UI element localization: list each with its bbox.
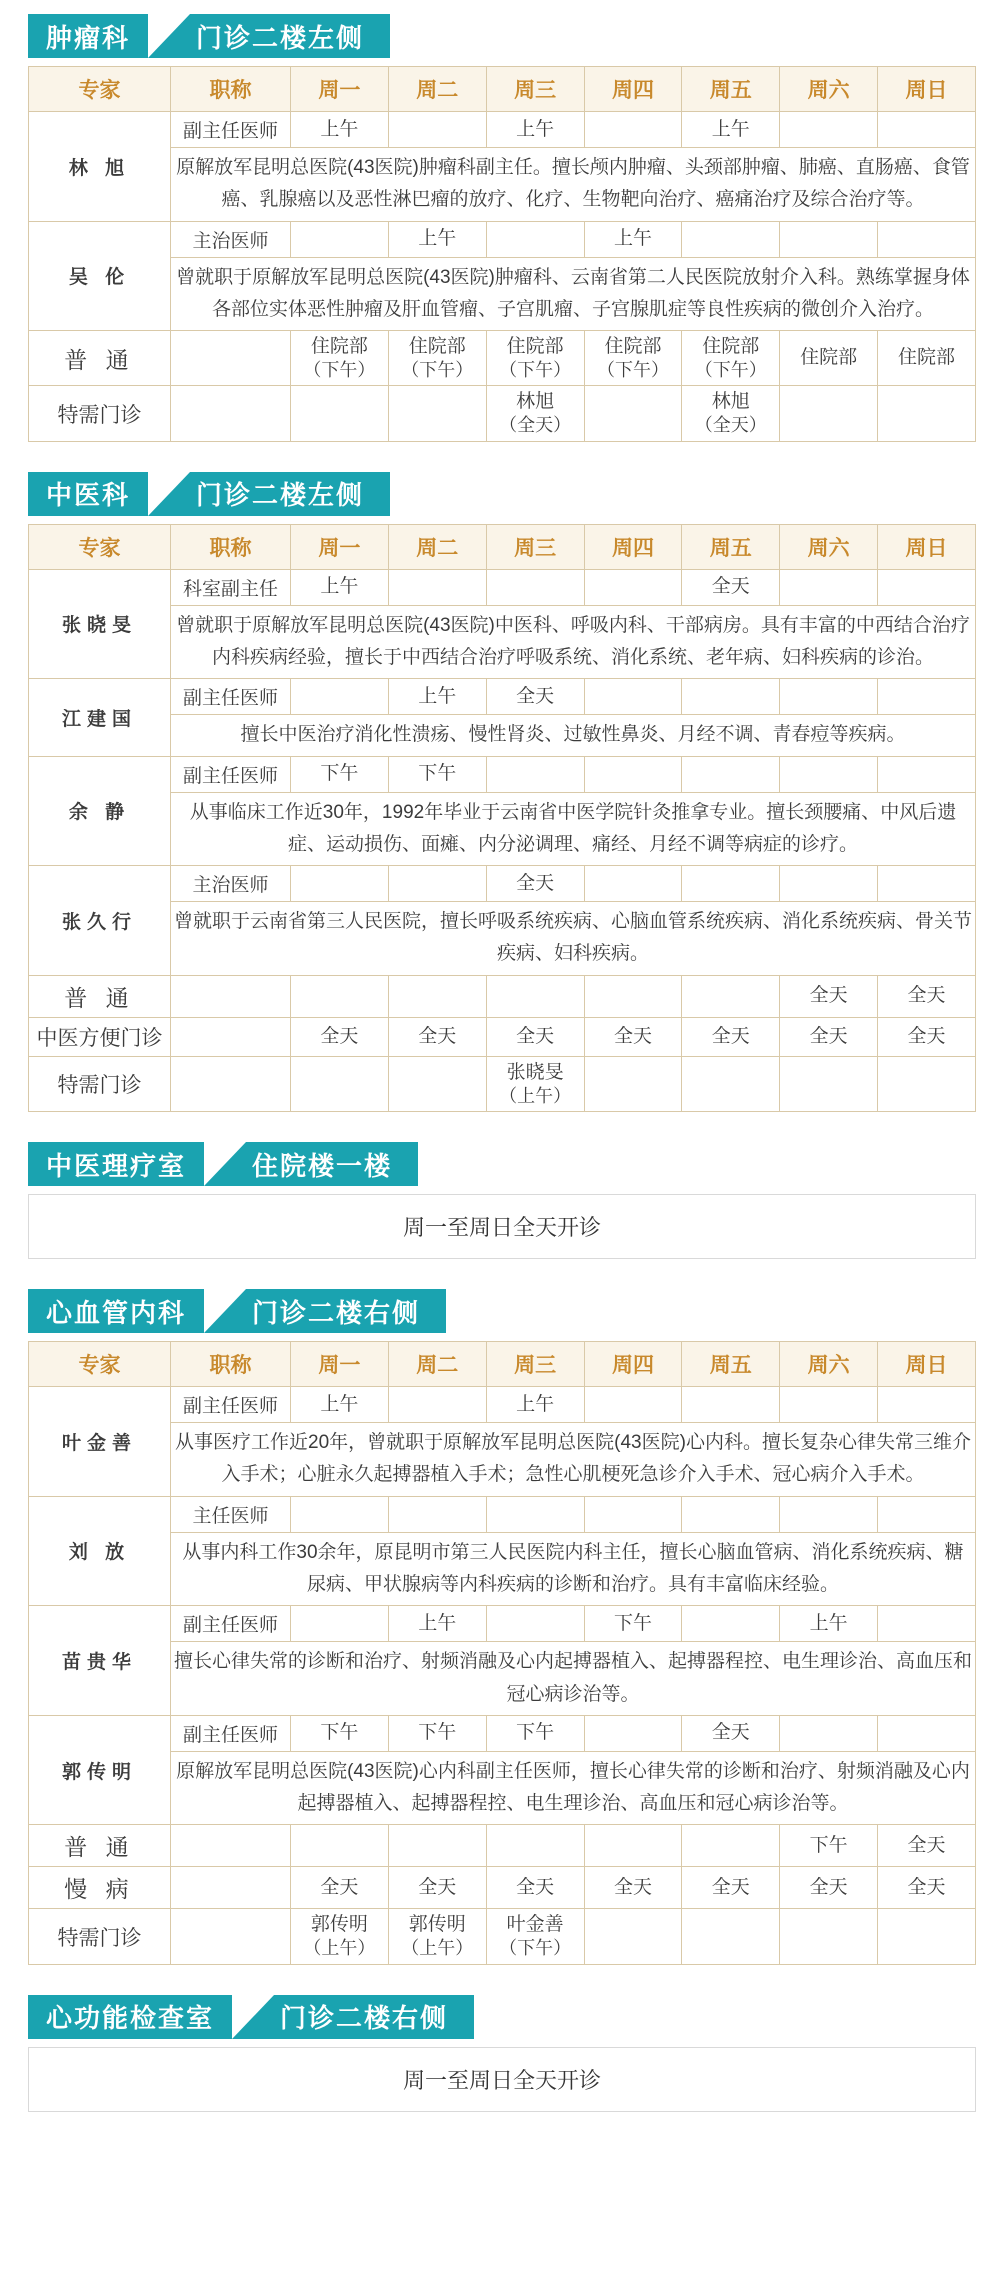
department-location: 门诊二楼右侧: [274, 1995, 474, 2039]
col-mon: 周一: [291, 67, 389, 112]
schedule-cell: [878, 1056, 976, 1111]
schedule-cell: [291, 679, 389, 715]
col-title: 职称: [171, 524, 291, 569]
col-sun: 周日: [878, 524, 976, 569]
table-row: [29, 1909, 976, 1964]
col-fri: 周五: [682, 1342, 780, 1387]
wedge-divider-icon: [148, 14, 190, 58]
schedule-cell: [878, 756, 976, 792]
col-wed: 周三: [486, 1342, 584, 1387]
schedule-cell-sub: （下午）: [401, 359, 474, 380]
schedule-cell: [878, 1496, 976, 1532]
department-location: 门诊二楼右侧: [246, 1289, 446, 1333]
table-header-row: [29, 1342, 976, 1387]
schedule-cell: 上午: [388, 679, 486, 715]
doctor-description: 从事临床工作近30年，1992年毕业于云南省中医学院针灸推拿专业。擅长颈腰痛、中风后遗症、运动损伤、面瘫、内分泌调理、痛经、月经不调等病症的诊疗。: [171, 792, 976, 866]
schedule-cell-sub: （上午）: [499, 1085, 572, 1106]
doctor-description-row: [29, 1751, 976, 1825]
schedule-cell: [682, 756, 780, 792]
schedule-cell: 下午: [388, 1715, 486, 1751]
schedule-cell: 下午: [291, 1715, 389, 1751]
schedule-cell: 上午: [780, 1606, 878, 1642]
schedule-cell: 全天: [291, 1017, 389, 1056]
section-header-tcm: [28, 472, 976, 516]
schedule-cell-sub: （全天）: [694, 415, 767, 436]
schedule-cell-sub: （全天）: [499, 415, 572, 436]
schedule-cell: 住院部: [878, 331, 976, 386]
schedule-cell: [486, 569, 584, 605]
schedule-cell: [878, 1909, 976, 1964]
schedule-cell: [486, 975, 584, 1017]
col-fri: 周五: [682, 524, 780, 569]
schedule-cell: [388, 112, 486, 148]
schedule-cell: [486, 1606, 584, 1642]
expert-name: 普 通: [29, 1825, 171, 1867]
col-sun: 周日: [878, 1342, 976, 1387]
expert-name: 吴 伦: [29, 221, 171, 331]
schedule-cell: [584, 866, 682, 902]
schedule-cell: 全天: [486, 1867, 584, 1909]
schedule-cell: 全天: [486, 1017, 584, 1056]
table-row: [29, 112, 976, 148]
schedule-cell: [291, 975, 389, 1017]
table-row: [29, 1496, 976, 1532]
schedule-cell: [388, 569, 486, 605]
schedule-cell: [682, 975, 780, 1017]
doctor-description: 擅长心律失常的诊断和治疗、射频消融及心内起搏器植入、起搏器程控、电生理诊治、高血压和冠心病诊治等。: [171, 1642, 976, 1716]
table-row: [29, 1056, 976, 1111]
expert-title: 主治医师: [171, 866, 291, 902]
schedule-cell: [780, 866, 878, 902]
col-title: 职称: [171, 67, 291, 112]
schedule-cell: 全天: [291, 1867, 389, 1909]
schedule-cell-sub: （下午）: [694, 359, 767, 380]
schedule-cell: [584, 1496, 682, 1532]
schedule-table-cardiology: [28, 1341, 976, 1965]
expert-name: 慢 病: [29, 1867, 171, 1909]
col-thu: 周四: [584, 524, 682, 569]
schedule-cell: [388, 866, 486, 902]
schedule-cell: 住院部 （下午）: [584, 331, 682, 386]
expert-name: 特需门诊: [29, 1056, 171, 1111]
schedule-cell: [388, 1056, 486, 1111]
schedule-cell: [584, 1715, 682, 1751]
wedge-divider-icon: [232, 1995, 274, 2039]
schedule-cell: 林旭 （全天）: [486, 386, 584, 441]
schedule-cell: 张晓旻 （上午）: [486, 1056, 584, 1111]
schedule-cell: [780, 112, 878, 148]
schedule-cell-sub: （下午）: [499, 359, 572, 380]
schedule-cell: [780, 1715, 878, 1751]
expert-name: 张久行: [29, 866, 171, 976]
doctor-description: 曾就职于原解放军昆明总医院(43医院)肿瘤科、云南省第二人民医院放射介入科。熟练掌握身体各部位实体恶性肿瘤及肝血管瘤、子宫肌瘤、子宫腺肌症等良性疾病的微创介入治疗。: [171, 257, 976, 331]
doctor-description-row: [29, 715, 976, 756]
table-row: [29, 1387, 976, 1423]
expert-title: [171, 975, 291, 1017]
schedule-cell: [878, 1387, 976, 1423]
schedule-cell: [878, 866, 976, 902]
department-name: 心血管内科: [28, 1289, 204, 1333]
table-body-cardiology: [29, 1387, 976, 1965]
schedule-cell: 上午: [388, 221, 486, 257]
expert-title: [171, 1056, 291, 1111]
doctor-description-row: [29, 1423, 976, 1497]
schedule-cell: [878, 112, 976, 148]
schedule-cell: [291, 1056, 389, 1111]
schedule-cell: [584, 975, 682, 1017]
table-row: [29, 679, 976, 715]
schedule-cell-sub: （下午）: [596, 359, 669, 380]
col-title: 职称: [171, 1342, 291, 1387]
doctor-description-row: [29, 257, 976, 331]
doctor-description-row: [29, 792, 976, 866]
schedule-cell: [291, 386, 389, 441]
expert-name: 特需门诊: [29, 1909, 171, 1964]
schedule-cell: [878, 221, 976, 257]
schedule-cell: 下午: [584, 1606, 682, 1642]
department-location: 门诊二楼左侧: [190, 14, 390, 58]
schedule-cell: [584, 756, 682, 792]
schedule-cell: [878, 679, 976, 715]
section-header-oncology: [28, 14, 976, 58]
expert-name: 郭传明: [29, 1715, 171, 1825]
department-location: 住院楼一楼: [246, 1142, 418, 1186]
schedule-cell-sub: （上午）: [401, 1938, 474, 1959]
table-body-oncology: [29, 112, 976, 442]
schedule-cell: [780, 1387, 878, 1423]
schedule-cell: [682, 679, 780, 715]
doctor-description-row: [29, 605, 976, 679]
table-row: [29, 331, 976, 386]
schedule-cell: [584, 1909, 682, 1964]
col-thu: 周四: [584, 67, 682, 112]
doctor-description: 原解放军昆明总医院(43医院)肿瘤科副主任。擅长颅内肿瘤、头颈部肿瘤、肺癌、直肠癌、食管癌、乳腺癌以及恶性淋巴瘤的放疗、化疗、生物靶向治疗、癌痛治疗及综合治疗等。: [171, 148, 976, 222]
doctor-description: 曾就职于原解放军昆明总医院(43医院)中医科、呼吸内科、干部病房。具有丰富的中西结合治疗内科疾病经验，擅长于中西结合治疗呼吸系统、消化系统、老年病、妇科疾病的诊治。: [171, 605, 976, 679]
expert-title: 副主任医师: [171, 1387, 291, 1423]
expert-name: 叶金善: [29, 1387, 171, 1497]
schedule-cell: [486, 756, 584, 792]
doctor-description: 擅长中医治疗消化性溃疡、慢性肾炎、过敏性鼻炎、月经不调、青春痘等疾病。: [171, 715, 976, 756]
schedule-cell: [780, 569, 878, 605]
doctor-description: 原解放军昆明总医院(43医院)心内科副主任医师，擅长心律失常的诊断和治疗、射频消融及心内起搏器植入、起搏器程控、电生理诊治、高血压和冠心病诊治等。: [171, 1751, 976, 1825]
col-wed: 周三: [486, 524, 584, 569]
doctor-description: 曾就职于云南省第三人民医院，擅长呼吸系统疾病、心脑血管系统疾病、消化系统疾病、骨关节疾病、妇科疾病。: [171, 902, 976, 976]
schedule-cell: 郭传明 （上午）: [388, 1909, 486, 1964]
schedule-cell: 上午: [388, 1606, 486, 1642]
schedule-cell: [780, 1909, 878, 1964]
expert-title: [171, 1017, 291, 1056]
expert-name: 林 旭: [29, 112, 171, 222]
section-header-tcm-therapy: [28, 1142, 976, 1186]
schedule-cell: 全天: [878, 975, 976, 1017]
expert-title: 副主任医师: [171, 679, 291, 715]
schedule-cell: 下午: [291, 756, 389, 792]
schedule-cell: 全天: [584, 1017, 682, 1056]
notice-cardiac-function: 周一至周日全天开诊: [28, 2047, 976, 2112]
col-mon: 周一: [291, 524, 389, 569]
section-header-cardiac-function: [28, 1995, 976, 2039]
schedule-cell: [584, 386, 682, 441]
schedule-cell: [388, 975, 486, 1017]
department-name: 心功能检查室: [28, 1995, 232, 2039]
schedule-cell: 全天: [682, 1715, 780, 1751]
schedule-cell: 全天: [682, 569, 780, 605]
schedule-cell: 全天: [780, 975, 878, 1017]
schedule-table-oncology: [28, 66, 976, 442]
schedule-cell: [780, 679, 878, 715]
col-tue: 周二: [388, 67, 486, 112]
col-sat: 周六: [780, 1342, 878, 1387]
schedule-cell: [780, 1496, 878, 1532]
expert-name: 苗贵华: [29, 1606, 171, 1716]
schedule-cell: [878, 1606, 976, 1642]
table-header-row: [29, 67, 976, 112]
schedule-cell: 下午: [486, 1715, 584, 1751]
col-thu: 周四: [584, 1342, 682, 1387]
schedule-cell: 住院部 （下午）: [682, 331, 780, 386]
wedge-divider-icon: [204, 1142, 246, 1186]
schedule-cell: 住院部 （下午）: [291, 331, 389, 386]
table-row: [29, 756, 976, 792]
table-row: [29, 1606, 976, 1642]
col-expert: 专家: [29, 524, 171, 569]
expert-name: 普 通: [29, 331, 171, 386]
table-row: [29, 1825, 976, 1867]
table-row: [29, 1715, 976, 1751]
expert-title: 科室副主任: [171, 569, 291, 605]
schedule-cell: 上午: [291, 112, 389, 148]
department-location: 门诊二楼左侧: [190, 472, 390, 516]
col-sat: 周六: [780, 67, 878, 112]
schedule-cell: [780, 756, 878, 792]
schedule-cell: [388, 386, 486, 441]
schedule-table-tcm: [28, 524, 976, 1112]
table-row: [29, 221, 976, 257]
table-row: [29, 866, 976, 902]
schedule-cell: [584, 679, 682, 715]
table-body-tcm: [29, 569, 976, 1111]
schedule-cell: 住院部: [780, 331, 878, 386]
section-header-cardiology: [28, 1289, 976, 1333]
schedule-cell: 下午: [388, 756, 486, 792]
expert-title: 主治医师: [171, 221, 291, 257]
expert-name: 普 通: [29, 975, 171, 1017]
schedule-cell: 全天: [486, 866, 584, 902]
schedule-cell: [682, 1496, 780, 1532]
schedule-cell: [780, 386, 878, 441]
schedule-cell: [682, 1909, 780, 1964]
schedule-cell: [291, 866, 389, 902]
schedule-cell: 全天: [486, 679, 584, 715]
doctor-description-row: [29, 902, 976, 976]
expert-title: 副主任医师: [171, 1715, 291, 1751]
schedule-cell: [486, 221, 584, 257]
schedule-cell: [291, 1496, 389, 1532]
schedule-cell: 上午: [291, 1387, 389, 1423]
expert-title: 副主任医师: [171, 112, 291, 148]
doctor-description: 从事医疗工作近20年，曾就职于原解放军昆明总医院(43医院)心内科。擅长复杂心律失常三维介入手术；心脏永久起搏器植入手术；急性心肌梗死急诊介入手术、冠心病介入手术。: [171, 1423, 976, 1497]
schedule-cell: [388, 1387, 486, 1423]
schedule-cell: [780, 1056, 878, 1111]
schedule-cell: 林旭 （全天）: [682, 386, 780, 441]
schedule-cell: 全天: [388, 1017, 486, 1056]
expert-title: 副主任医师: [171, 1606, 291, 1642]
schedule-cell: [682, 221, 780, 257]
schedule-cell: 全天: [388, 1867, 486, 1909]
col-mon: 周一: [291, 1342, 389, 1387]
schedule-cell: [584, 1056, 682, 1111]
schedule-cell: 上午: [682, 112, 780, 148]
doctor-description: 从事内科工作30余年，原昆明市第三人民医院内科主任，擅长心脑血管病、消化系统疾病、糖尿病、甲状腺病等内科疾病的诊断和治疗。具有丰富临床经验。: [171, 1532, 976, 1606]
col-expert: 专家: [29, 1342, 171, 1387]
schedule-cell: [682, 1606, 780, 1642]
schedule-cell: [291, 221, 389, 257]
schedule-cell: 住院部 （下午）: [486, 331, 584, 386]
schedule-cell: 全天: [584, 1867, 682, 1909]
schedule-cell: [584, 1387, 682, 1423]
schedule-cell: [584, 569, 682, 605]
schedule-cell: [291, 1825, 389, 1867]
schedule-cell: 全天: [682, 1017, 780, 1056]
schedule-cell: 上午: [291, 569, 389, 605]
schedule-cell: [780, 221, 878, 257]
schedule-cell: 全天: [878, 1825, 976, 1867]
schedule-cell: [682, 866, 780, 902]
schedule-cell: 上午: [584, 221, 682, 257]
expert-title: [171, 1909, 291, 1964]
table-row: [29, 1017, 976, 1056]
table-row: [29, 386, 976, 441]
wedge-divider-icon: [148, 472, 190, 516]
table-row: [29, 1867, 976, 1909]
expert-title: [171, 1825, 291, 1867]
schedule-cell: 全天: [878, 1017, 976, 1056]
schedule-cell: [584, 112, 682, 148]
schedule-cell: [682, 1825, 780, 1867]
schedule-cell: 上午: [486, 1387, 584, 1423]
notice-tcm-therapy: 周一至周日全天开诊: [28, 1194, 976, 1259]
table-row: [29, 975, 976, 1017]
schedule-cell: 上午: [486, 112, 584, 148]
schedule-cell: [878, 386, 976, 441]
col-sun: 周日: [878, 67, 976, 112]
expert-name: 张晓旻: [29, 569, 171, 679]
schedule-cell: [291, 1606, 389, 1642]
table-header-row: [29, 524, 976, 569]
doctor-description-row: [29, 1532, 976, 1606]
schedule-cell: [388, 1825, 486, 1867]
col-tue: 周二: [388, 524, 486, 569]
schedule-cell: 叶金善 （下午）: [486, 1909, 584, 1964]
expert-name: 刘 放: [29, 1496, 171, 1606]
schedule-cell: [878, 569, 976, 605]
schedule-cell: 全天: [878, 1867, 976, 1909]
department-name: 中医科: [28, 472, 148, 516]
department-name: 肿瘤科: [28, 14, 148, 58]
schedule-cell: [682, 1387, 780, 1423]
expert-name: 中医方便门诊: [29, 1017, 171, 1056]
expert-title: [171, 331, 291, 386]
schedule-cell-sub: （下午）: [303, 359, 376, 380]
col-fri: 周五: [682, 67, 780, 112]
schedule-cell-sub: （下午）: [499, 1938, 572, 1959]
schedule-cell: [878, 1715, 976, 1751]
schedule-cell: 郭传明 （上午）: [291, 1909, 389, 1964]
table-row: [29, 569, 976, 605]
schedule-cell: 住院部 （下午）: [388, 331, 486, 386]
schedule-cell: 全天: [780, 1867, 878, 1909]
col-tue: 周二: [388, 1342, 486, 1387]
schedule-cell: 下午: [780, 1825, 878, 1867]
department-name: 中医理疗室: [28, 1142, 204, 1186]
col-expert: 专家: [29, 67, 171, 112]
schedule-cell: [388, 1496, 486, 1532]
wedge-divider-icon: [204, 1289, 246, 1333]
schedule-cell-sub: （上午）: [303, 1938, 376, 1959]
col-sat: 周六: [780, 524, 878, 569]
expert-title: [171, 1867, 291, 1909]
schedule-cell: [486, 1496, 584, 1532]
schedule-cell: 全天: [682, 1867, 780, 1909]
expert-name: 余 静: [29, 756, 171, 866]
schedule-cell: [682, 1056, 780, 1111]
expert-name: 特需门诊: [29, 386, 171, 441]
schedule-cell: [584, 1825, 682, 1867]
doctor-description-row: [29, 148, 976, 222]
schedule-cell: [486, 1825, 584, 1867]
expert-title: 主任医师: [171, 1496, 291, 1532]
expert-title: [171, 386, 291, 441]
doctor-description-row: [29, 1642, 976, 1716]
expert-name: 江建国: [29, 679, 171, 756]
expert-title: 副主任医师: [171, 756, 291, 792]
col-wed: 周三: [486, 67, 584, 112]
schedule-cell: 全天: [780, 1017, 878, 1056]
